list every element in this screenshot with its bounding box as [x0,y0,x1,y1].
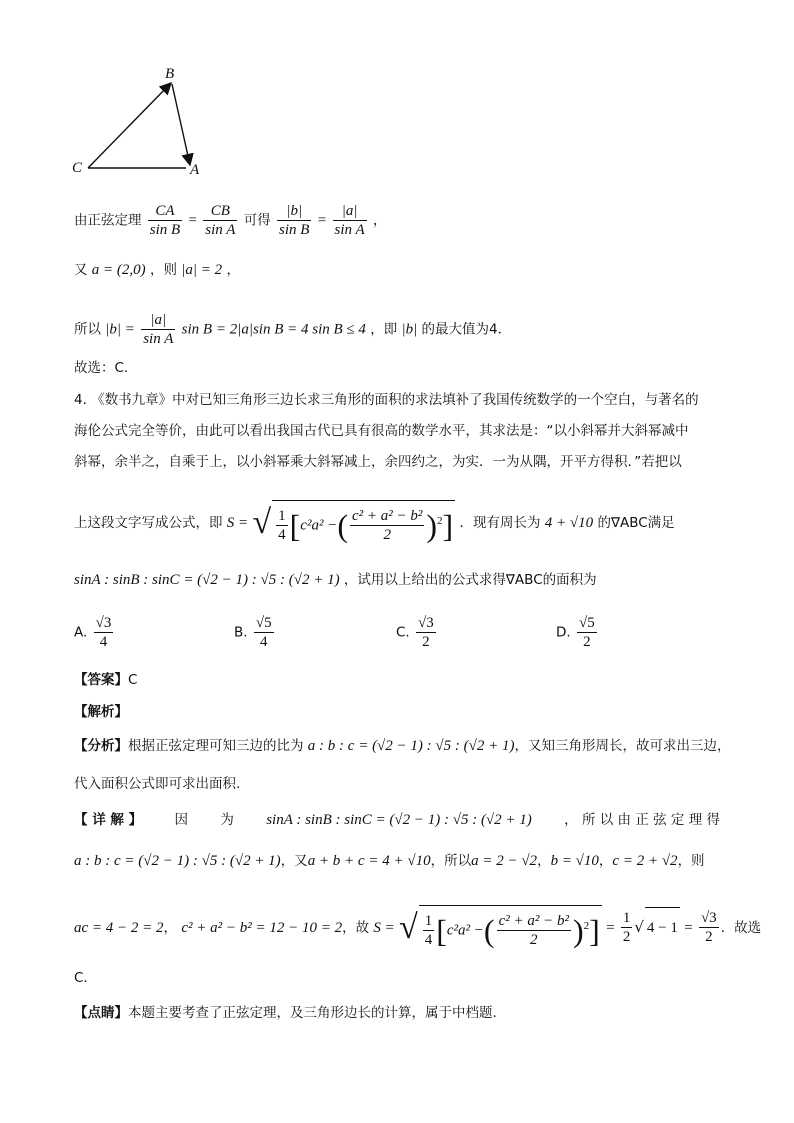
answer-tag: 【答案】 [74,672,128,688]
q3-line-conclusion [74,311,511,348]
frac-a-sina-2: $\frac{|a|}{\text{sin A}}$ [143,312,174,347]
vector-a-value: a = (2,0) [91,262,146,278]
q4-fenxi-line [74,736,730,756]
side-ratio-expr-2: a : b : c = (√2 − 1) : √5 : (√2 + 1) [74,853,281,869]
q4-text: ，又 [280,853,308,869]
q3-text: 所以 [74,321,101,338]
q3-text: ，即 [370,321,398,338]
q3-text: 又 [74,262,88,278]
perimeter-sum-expr: a + b + c = 4 + √10 [307,853,431,869]
q4-paragraph-line3: 斜幂，余半之，自乘于上，以小斜幂乘大斜幂减上，余四约之，为实．一为从隅，开平方得积．”若把以 [74,454,682,470]
formula-S: S = [226,514,249,531]
formula-c2a2: c²a² − [300,517,338,534]
choice-label: C. [396,624,410,641]
choice-value: $\frac{√3}{2}$ [418,615,434,650]
choice-D[interactable] [556,614,599,651]
q4-text: ．现有周长为 [459,514,541,531]
abs-a-value: |a| = 2 [181,262,223,278]
figure-label-A: A [190,162,200,178]
q3-text: ， [372,212,387,229]
q3-text: ， [226,262,240,278]
frac-b-sinb: $\frac{|b|}{\text{sin B}}$ [279,203,310,238]
q3-answer: 故选：C. [74,360,129,376]
dianjing-tag: 【点睛】 [74,1005,128,1021]
figure-label-B: B [165,66,175,82]
formula-inner-frac: $\frac{\text{c² + a² − b²}}{2}$ [351,508,423,543]
q4-text: ，故 [342,919,370,936]
q4-text: ，所以 [430,853,472,869]
sinb-bound-expr: sin B = 2|a|sin B = 4 sin B ≤ 4 [181,321,366,338]
vector-CB [88,83,171,168]
q4-text: ，则 [677,853,705,869]
frac-ca-sinb: $\frac{CA}{\text{sin B}}$ [149,203,181,238]
q3-text: 可得 [243,212,271,229]
formula-sqrt-2: $\frac{1}{4}$ [c²a² −( $\frac{\text{c² + a² − b²}}{2}$ )$^2$] [419,905,602,951]
q4-text: ， 所 以 由 正 弦 定 理 得 [564,812,720,828]
side-b-value: b = √10 [550,853,599,869]
formula-S-2: S = [373,919,395,936]
q4-text: 因 [174,812,188,828]
q3-line-sine-law: 由正弦定理 $\frac{CA}{\text{sin B}}$ = $\frac{CB}{\text{sin A}}$ 可得 $\frac{|b|}{\text{sin B}}$ = $\frac{|a|}{\text{sin A}}$ ， [74,203,387,238]
choice-value: $\frac{√5}{4}$ [255,615,272,650]
q4-dianjing [74,1003,497,1023]
choice-label: A. [74,624,88,641]
half-fraction: $\frac{1}{2}$ [622,910,631,946]
choice-label: D. [556,624,571,641]
q4-text: 的∇ABC满足 [597,514,675,531]
q4-detail-line1 [74,810,720,830]
q4-text: 本题主要考查了正弦定理，及三角形边长的计算，属于中档题. [128,1005,497,1021]
side-a-value: a = 2 − √2 [471,853,538,869]
q3-text: ，则 [149,262,177,278]
answer-value: C [128,672,138,688]
frac-cb-sina: $\frac{CB}{\text{sin A}}$ [205,203,236,238]
final-area: $\frac{√3}{2}$ [700,910,717,946]
ac-product: ac = 4 − 2 = 2 [74,919,164,936]
q4-ratio-line [74,570,597,590]
detail-tag: 【 详 解 】 [74,812,143,828]
q4-detail-line3: ac = 4 − 2 = 2， c² + a² − b² = 12 − 10 = 2，故 S = √ $\frac{1}{4}$ [c²a² −( $\frac{\text{c² + a² − b²}}{2}$ )$^2$] = $\frac{1}{2}$ √ 4 − 1 = $\frac{√3}{2}$ ．故选 [74,905,761,951]
sine-ratio-expr-2: sinA : sinB : sinC = (√2 − 1) : √5 : (√2 + 1) [266,812,532,828]
choice-C[interactable] [396,614,438,651]
q4-text: 为 [220,812,234,828]
q4-paragraph-line1: 4. 《数书九章》中对已知三角形三边长求三角形的面积的求法填补了我国传统数学的一个空白，与著名的 [74,392,699,408]
perimeter-value: 4 + √10 [544,514,594,531]
choice-value: $\frac{√3}{4}$ [95,615,112,650]
q3-text: 由正弦定理 [74,212,142,229]
figure-label-C: C [72,160,83,176]
q3-line-vector-a [74,260,240,280]
formula-quarter: $\frac{1}{4}$ [278,508,286,543]
q4-answer [74,670,137,690]
q4-analysis-tag: 【解析】 [74,704,128,720]
side-c-value: c = 2 + √2 [612,853,678,869]
frac-a-sina: $\frac{|a|}{\text{sin A}}$ [334,203,365,238]
root-4-1: 4 − 1 [645,907,680,948]
choice-label: B. [234,624,248,641]
q4-text: ， [537,853,551,869]
q4-paragraph-line2: 海伦公式完全等价，由此可以看出我国古代已具有很高的数学水平，其求法是：“以小斜幂并大斜幂减中 [74,423,689,439]
fenxi-tag: 【分析】 [74,738,128,754]
q4-text: ．故选 [720,919,762,936]
q4-detail-line4: C． [74,970,97,986]
cos-numerator: c² + a² − b² = 12 − 10 = 2 [181,919,343,936]
sine-ratio-expr: sinA : sinB : sinC = (√2 − 1) : √5 : (√2 + 1) [74,572,340,588]
side-ratio-expr: a : b : c = (√2 − 1) : √5 : (√2 + 1) [307,738,515,754]
q3-text: 的最大值为4． [421,321,512,338]
choice-A[interactable] [74,614,115,651]
q4-detail-line2 [74,851,705,871]
choice-B[interactable] [234,614,276,651]
q4-fenxi-line2: 代入面积公式即可求出面积. [74,776,241,792]
formula-sqrt: $\frac{1}{4}$ [c²a² −( $\frac{\text{c² + a² − b²}}{2}$ )$^2$] [272,500,455,546]
segment-BA [172,84,190,165]
q4-text: 根据正弦定理可知三边的比为 [128,738,304,754]
q4-text: ， [163,919,178,936]
q4-formula-line: 上这段文字写成公式，即 S = √ $\frac{1}{4}$ [c²a² −( $\frac{\text{c² + a² − b²}}{2}$ )$^2$] ．现有周长为 4 + √10 的∇ABC满足 [74,500,675,546]
abs-b: |b| [401,321,418,338]
q4-text: 上这段文字写成公式，即 [74,514,223,531]
q4-text: ，试用以上给出的公式求得∇ABC的面积为 [343,572,597,588]
q4-text: ，又知三角形周长，故可求出三边， [514,738,731,754]
choice-value: $\frac{√5}{2}$ [578,615,595,650]
abs-b-expr: |b| = [105,321,135,338]
q4-text: ， [598,853,613,869]
